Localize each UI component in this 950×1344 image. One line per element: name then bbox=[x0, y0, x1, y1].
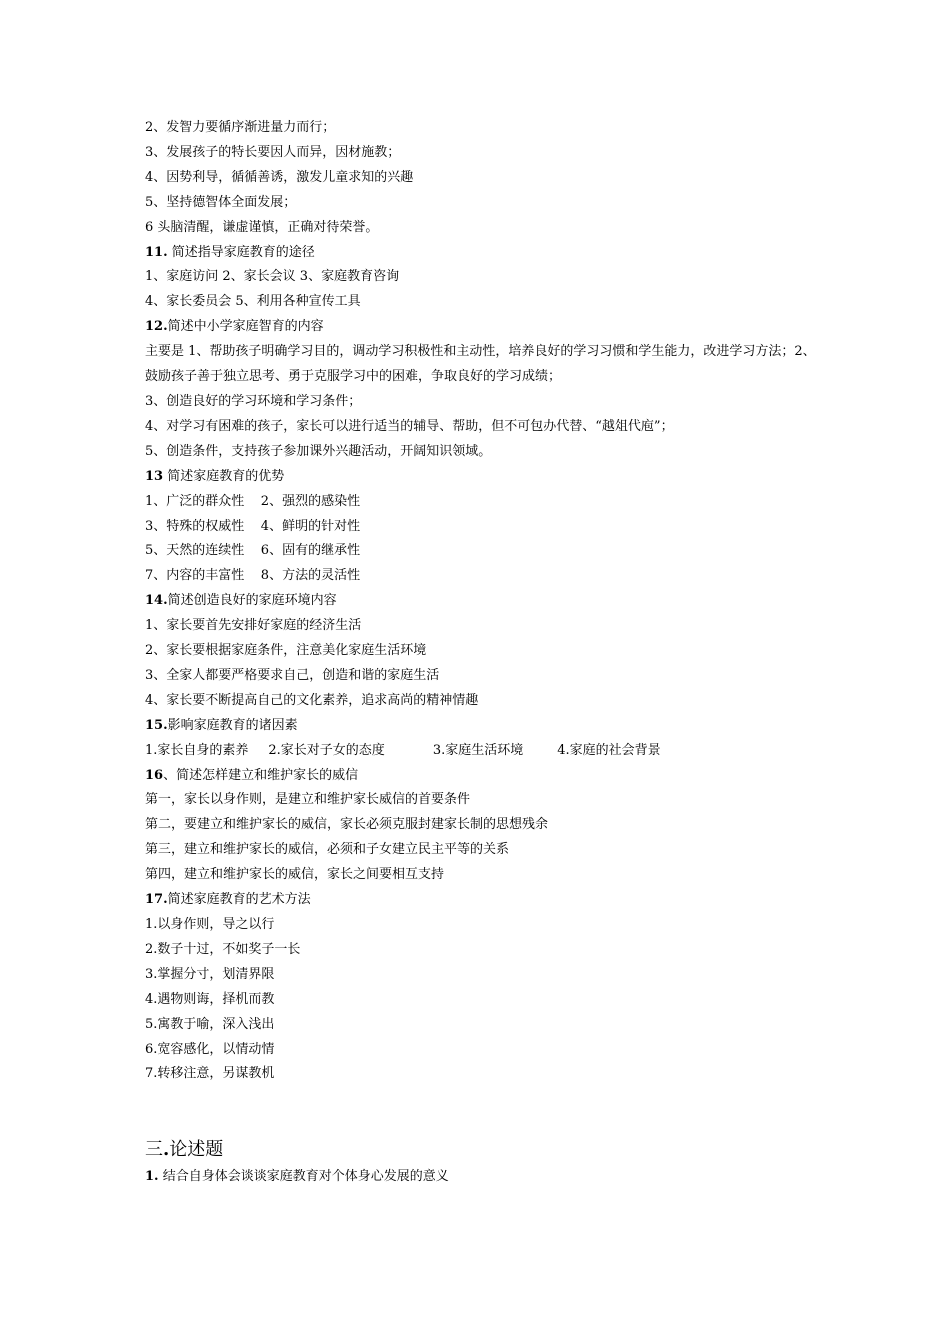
list-item: 4、家长委员会 5、利用各种宣传工具 bbox=[145, 294, 361, 310]
list-item: 3、全家人都要严格要求自己，创造和谐的家庭生活 bbox=[145, 667, 440, 683]
question-heading-16 bbox=[145, 764, 825, 789]
section-number: . bbox=[163, 1139, 170, 1161]
list-item: 第一，家长以身作则，是建立和维护家长威信的首要条件 bbox=[145, 792, 471, 808]
list-item: 1、家庭访问 2、家长会议 3、家庭教育咨询 bbox=[145, 269, 400, 285]
list-item: 7.转移注意，另谋教机 bbox=[145, 1066, 275, 1082]
list-item: 4.遇物则诲，择机而教 bbox=[145, 991, 275, 1007]
question-title: 、简述怎样建立和维护家长的威信 bbox=[163, 767, 359, 783]
question-number: 13 bbox=[145, 468, 164, 484]
question-number: 14. bbox=[145, 593, 168, 609]
list-item: 3、特殊的权威性 4、鲜明的针对性 bbox=[145, 518, 361, 534]
question-title: 影响家庭教育的诸因素 bbox=[167, 717, 298, 733]
list-item: 3、发展孩子的特长要因人而异，因材施教； bbox=[145, 144, 401, 160]
question-number: 12. bbox=[145, 319, 168, 335]
list-item: 2.数子十过，不如奖子一长 bbox=[145, 941, 301, 957]
paragraph: 主要是 1、帮助孩子明确学习目的，调动学习积极性和主动性，培养良好的学习习惯和学生能力，改进学习方法；2、鼓励孩子善于独立思考、勇于克服学习中的困难，争取良好的学习成绩； bbox=[145, 344, 816, 385]
question-heading-17 bbox=[145, 888, 825, 913]
question-number: 1. bbox=[145, 1169, 159, 1185]
question-heading-14 bbox=[145, 589, 825, 614]
question-title: 简述家庭教育的艺术方法 bbox=[167, 892, 311, 908]
section-title: 论述题 bbox=[169, 1139, 224, 1161]
list-item: 7、内容的丰富性 8、方法的灵活性 bbox=[145, 568, 361, 584]
list-item: 3.掌握分寸，划清界限 bbox=[145, 966, 275, 982]
list-item: 5、坚持德智体全面发展； bbox=[145, 194, 297, 210]
list-item: 3、创造良好的学习环境和学习条件； bbox=[145, 393, 362, 409]
list-item: 第四，建立和维护家长的威信，家长之间要相互支持 bbox=[145, 867, 445, 883]
list-item: 2、家长要根据家庭条件，注意美化家庭生活环境 bbox=[145, 643, 427, 659]
question-heading-11 bbox=[145, 241, 825, 266]
question-title: 简述指导家庭教育的途径 bbox=[167, 244, 315, 260]
list-item: 2、发智力要循序渐进量力而行； bbox=[145, 120, 336, 135]
list-item: 5.寓教于喻，深入浅出 bbox=[145, 1016, 275, 1032]
list-item: 第二，要建立和维护家长的威信，家长必须克服封建家长制的思想残余 bbox=[145, 817, 549, 833]
list-item: 1.以身作则，导之以行 bbox=[145, 917, 275, 932]
factor-item: 3.家庭生活环境 bbox=[432, 742, 524, 758]
question-heading-12 bbox=[145, 315, 825, 340]
list-item: 6.宽容感化，以情动情 bbox=[145, 1041, 275, 1057]
question-heading-13 bbox=[145, 465, 825, 490]
question-number: 16 bbox=[145, 767, 164, 783]
list-item: 5、天然的连续性 6、固有的继承性 bbox=[145, 543, 361, 559]
document-page bbox=[145, 116, 825, 1190]
factor-item: 4.家庭的社会背景 bbox=[557, 742, 661, 758]
question-number: 17. bbox=[145, 892, 168, 908]
list-item: 1、家长要首先安排好家庭的经济生活 bbox=[145, 618, 362, 634]
factor-row bbox=[145, 739, 825, 764]
question-number: 15. bbox=[145, 717, 168, 733]
essay-question-1 bbox=[145, 1165, 825, 1190]
section-prefix: 三 bbox=[145, 1139, 163, 1161]
question-title: 结合自身体会谈谈家庭教育对个体身心发展的意义 bbox=[158, 1169, 449, 1185]
list-item: 4、对学习有困难的孩子，家长可以进行适当的辅导、帮助，但不可包办代替、“越俎代庖”； bbox=[145, 418, 674, 434]
list-item: 第三，建立和维护家长的威信，必须和子女建立民主平等的关系 bbox=[145, 842, 510, 858]
question-heading-15 bbox=[145, 714, 825, 739]
factor-item: 2.家长对子女的态度 bbox=[268, 742, 385, 758]
factor-item: 1.家长自身的素养 bbox=[145, 742, 249, 758]
question-title: 简述中小学家庭智育的内容 bbox=[167, 319, 324, 335]
list-item: 4、因势利导，循循善诱，激发儿童求知的兴趣 bbox=[145, 169, 414, 185]
list-item: 6 头脑清醒，谦虚谨慎，正确对待荣誉。 bbox=[145, 219, 379, 235]
question-number: 11. bbox=[145, 244, 168, 260]
list-item: 5、创造条件，支持孩子参加课外兴趣活动，开阔知识领域。 bbox=[145, 443, 492, 459]
list-item: 1、广泛的群众性 2、强烈的感染性 bbox=[145, 493, 361, 509]
list-item: 4、家长要不断提高自己的文化素养，追求高尚的精神情趣 bbox=[145, 692, 479, 708]
question-title: 简述创造良好的家庭环境内容 bbox=[167, 593, 337, 609]
section-heading bbox=[145, 1135, 825, 1165]
question-title: 简述家庭教育的优势 bbox=[163, 468, 285, 484]
